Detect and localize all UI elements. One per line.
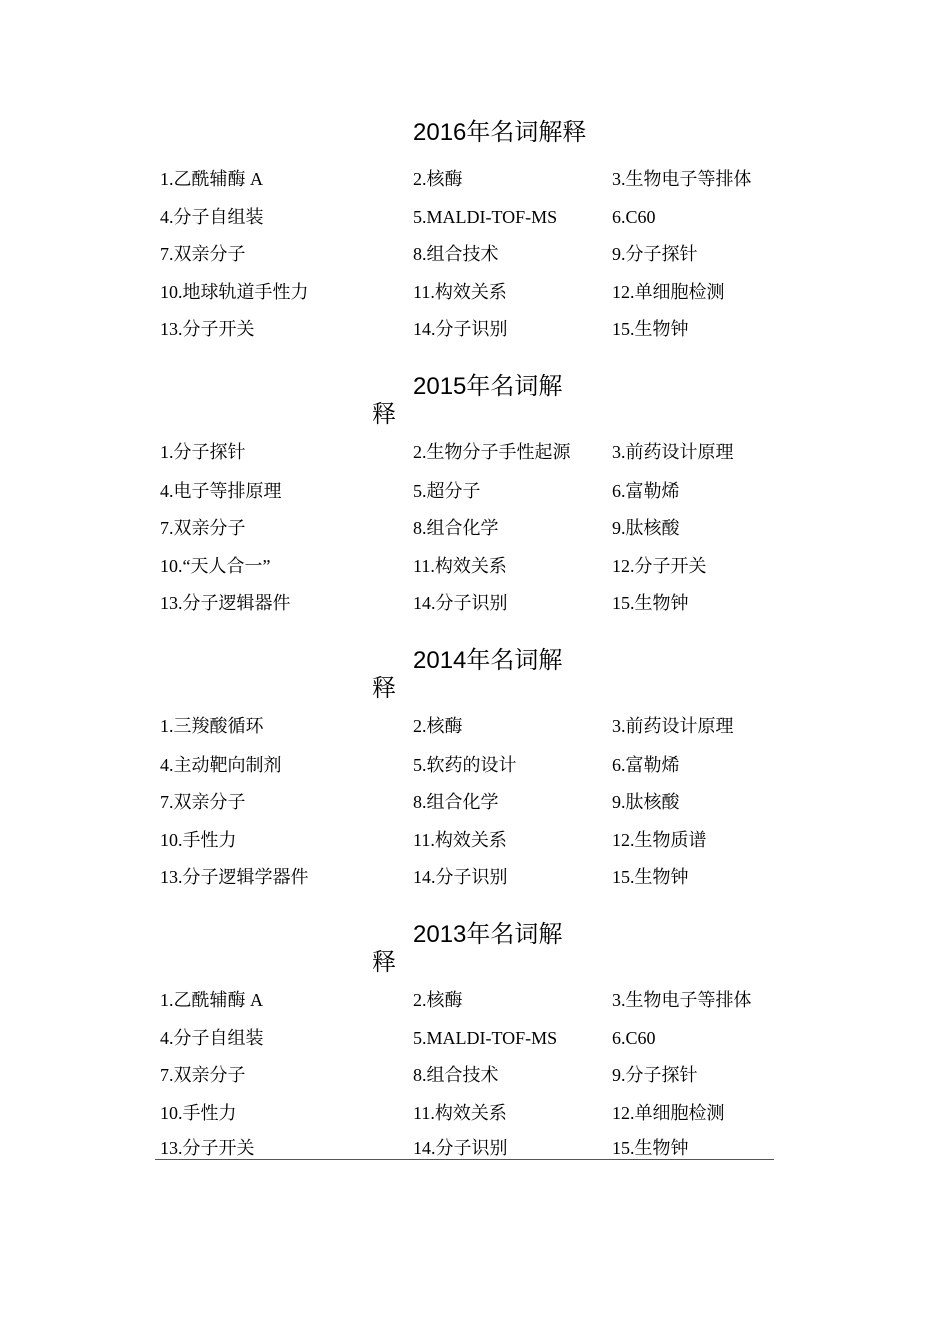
section-title [413, 116, 586, 149]
term-item: 3.前药设计原理 [612, 716, 734, 736]
term-item: 3.生物电子等排体 [612, 990, 752, 1010]
term-item: 11.构效关系 [413, 1103, 507, 1123]
term-item: 10.地球轨道手性力 [160, 282, 309, 302]
section-heading: 年名词解 [466, 920, 563, 948]
term-item: 6.C60 [612, 1028, 656, 1048]
term-item: 10.手性力 [160, 1103, 237, 1123]
term-item: 7.双亲分子 [160, 518, 246, 538]
term-item: 15.生物钟 [612, 593, 689, 613]
term-item: 4.电子等排原理 [160, 481, 282, 501]
section-heading: 年名词解释 [466, 118, 587, 146]
term-item: 15.生物钟 [612, 1138, 689, 1158]
term-item: 8.组合化学 [413, 792, 499, 812]
section-year: 2014 [413, 647, 467, 674]
term-item: 15.生物钟 [612, 867, 689, 887]
term-item: 9.肽核酸 [612, 792, 680, 812]
term-item: 10.手性力 [160, 830, 237, 850]
section-heading: 年名词解 [466, 372, 563, 400]
term-item: 6.C60 [612, 207, 656, 227]
term-item: 5.超分子 [413, 481, 481, 501]
term-item: 7.双亲分子 [160, 792, 246, 812]
term-item: 10.“天人合一” [160, 556, 271, 576]
term-item: 6.富勒烯 [612, 481, 680, 501]
section-title [413, 644, 562, 677]
term-item: 2.生物分子手性起源 [413, 442, 571, 462]
bottom-divider [155, 1159, 774, 1160]
term-item: 13.分子开关 [160, 319, 255, 339]
term-item: 5.软药的设计 [413, 755, 517, 775]
term-item: 13.分子逻辑学器件 [160, 867, 309, 887]
section-year: 2013 [413, 921, 467, 948]
term-item: 7.双亲分子 [160, 244, 246, 264]
term-item: 3.前药设计原理 [612, 442, 734, 462]
term-item: 1.乙酰辅酶 A [160, 990, 263, 1010]
term-item: 8.组合技术 [413, 1065, 499, 1085]
term-item: 4.分子自组装 [160, 207, 264, 227]
section-title [413, 370, 562, 403]
section-year: 2016 [413, 119, 467, 146]
term-item: 2.核酶 [413, 169, 463, 189]
term-item: 12.分子开关 [612, 556, 707, 576]
term-item: 4.分子自组装 [160, 1028, 264, 1048]
term-item: 12.生物质谱 [612, 830, 707, 850]
term-item: 12.单细胞检测 [612, 282, 725, 302]
term-item: 1.分子探针 [160, 442, 246, 462]
term-item: 1.乙酰辅酶 A [160, 169, 263, 189]
term-item: 8.组合技术 [413, 244, 499, 264]
term-item: 14.分子识别 [413, 593, 508, 613]
term-item: 3.生物电子等排体 [612, 169, 752, 189]
term-item: 6.富勒烯 [612, 755, 680, 775]
term-item: 15.生物钟 [612, 319, 689, 339]
term-item: 7.双亲分子 [160, 1065, 246, 1085]
section-heading: 年名词解 [466, 646, 563, 674]
section-year: 2015 [413, 373, 467, 400]
term-item: 2.核酶 [413, 716, 463, 736]
term-item: 5.MALDI-TOF-MS [413, 207, 558, 227]
term-item: 9.分子探针 [612, 1065, 698, 1085]
term-item: 14.分子识别 [413, 1138, 508, 1158]
term-item: 2.核酶 [413, 990, 463, 1010]
term-item: 14.分子识别 [413, 867, 508, 887]
term-item: 4.主动靶向制剂 [160, 755, 282, 775]
term-item: 5.MALDI-TOF-MS [413, 1028, 558, 1048]
section-heading-wrap: 释 [372, 674, 396, 702]
term-item: 12.单细胞检测 [612, 1103, 725, 1123]
term-item: 14.分子识别 [413, 319, 508, 339]
section-title [413, 918, 562, 951]
term-item: 11.构效关系 [413, 830, 507, 850]
term-item: 13.分子逻辑器件 [160, 593, 291, 613]
term-item: 8.组合化学 [413, 518, 499, 538]
term-item: 1.三羧酸循环 [160, 716, 264, 736]
section-heading-wrap: 释 [372, 400, 396, 428]
term-item: 11.构效关系 [413, 282, 507, 302]
term-item: 9.肽核酸 [612, 518, 680, 538]
section-heading-wrap: 释 [372, 948, 396, 976]
term-item: 9.分子探针 [612, 244, 698, 264]
term-item: 13.分子开关 [160, 1138, 255, 1158]
term-item: 11.构效关系 [413, 556, 507, 576]
